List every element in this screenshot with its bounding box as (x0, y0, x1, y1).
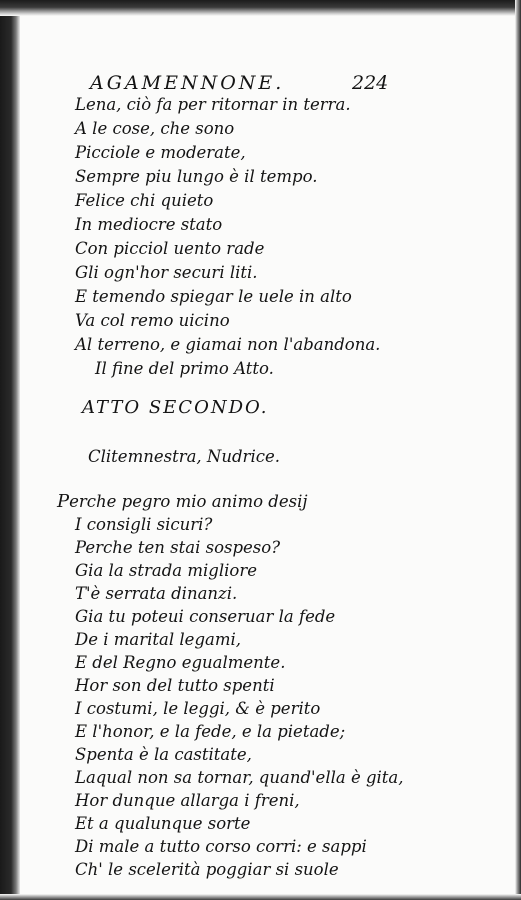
verse-line: Ch' le scelerità poggiar si suole (75, 860, 339, 879)
chorus-line: Va col remo uicino (75, 311, 230, 330)
verse-line: Et a qualunque sorte (75, 814, 251, 833)
initial-letter: P (57, 491, 70, 512)
speaker-names: Clitemnestra, Nudrice. (88, 447, 280, 466)
chorus-line: Gli ogn'hor securi liti. (75, 263, 258, 282)
verse-line: I consigli sicuri? (75, 515, 213, 534)
verse-line: Perche ten stai sospeso? (75, 538, 281, 557)
scan-edge-left (0, 0, 20, 900)
chorus-line: Lena, ciò fa per ritornar in terra. (75, 95, 351, 114)
verse-line: Gia tu poteui conseruar la fede (75, 607, 336, 626)
verse-line: Gia la strada migliore (75, 561, 257, 580)
scan-edge-right (515, 0, 521, 900)
verse-line: Hor son del tutto spenti (75, 676, 275, 695)
verse-line: Laqual non sa tornar, quand'ella è gita, (75, 768, 404, 787)
verse-line: Di male a tutto corso corri: e sappi (75, 837, 367, 856)
chorus-line: Picciole e moderate, (75, 143, 246, 162)
verse-first-line (57, 492, 307, 512)
verse-line: Hor dunque allarga i freni, (75, 791, 300, 810)
verse-line: I costumi, le leggi, & è perito (75, 699, 321, 718)
verse-line: E l'honor, e la fede, e la pietade; (75, 722, 346, 741)
verse-line: T'è serrata dinanzi. (75, 584, 238, 603)
verse-line: Spenta è la castitate, (75, 745, 252, 764)
chorus-line: Felice chi quieto (75, 191, 214, 210)
page-number: 224 (352, 72, 389, 94)
verse-first-rest: erche pegro mio animo desij (69, 492, 308, 511)
chorus-line: A le cose, che sono (75, 119, 235, 138)
verse-line: E del Regno egualmente. (75, 653, 286, 672)
act-title: ATTO SECONDO. (82, 397, 269, 418)
act-end-line: Il fine del primo Atto. (95, 359, 274, 378)
verse-line: De i marital legami, (75, 630, 242, 649)
chorus-line: Con picciol uento rade (75, 239, 265, 258)
scan-edge-bottom (0, 894, 521, 900)
page-header (90, 72, 490, 96)
chorus-line: In mediocre stato (75, 215, 223, 234)
chorus-line: E temendo spiegar le uele in alto (75, 287, 352, 306)
scan-edge-top (0, 0, 521, 16)
running-head: AGAMENNONE. (90, 72, 285, 94)
chorus-line: Al terreno, e giamai non l'abandona. (75, 335, 381, 354)
chorus-line: Sempre piu lungo è il tempo. (75, 167, 318, 186)
